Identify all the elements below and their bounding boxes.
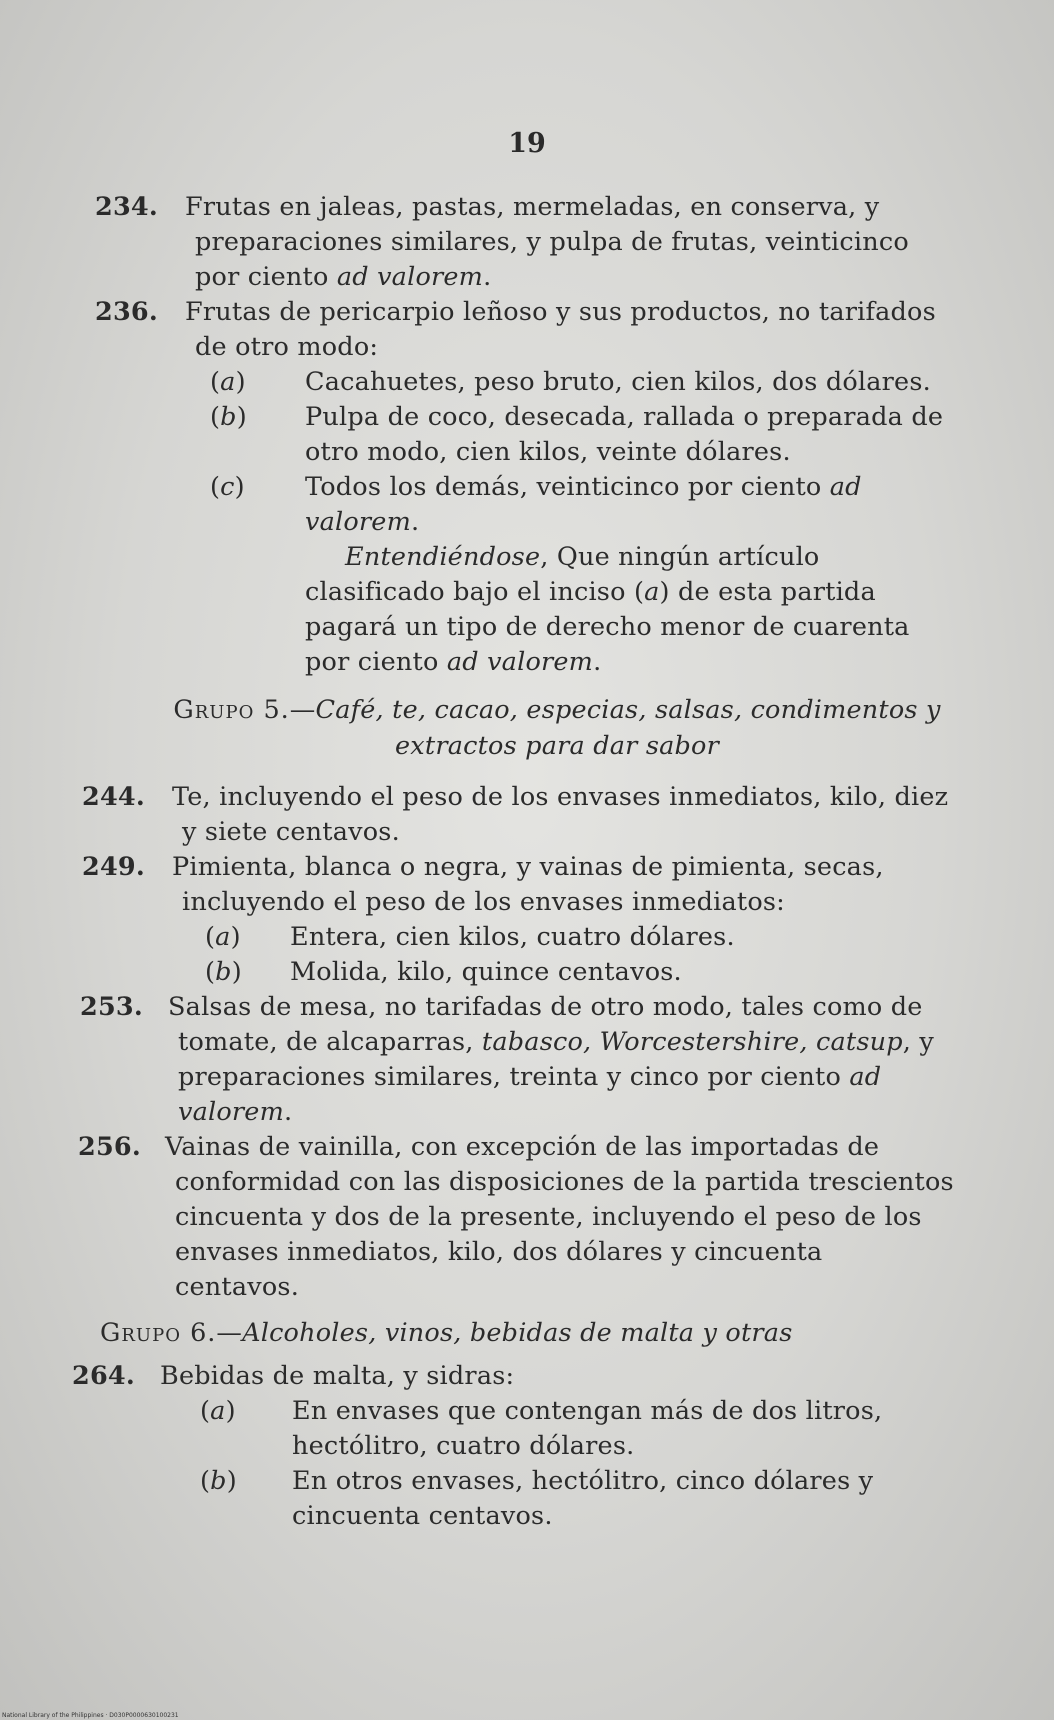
- item-253: [0, 990, 1054, 1130]
- item-number: 249.: [82, 852, 145, 882]
- sub-letter: a: [215, 922, 231, 952]
- item-text-body-2: , y preparaciones similares, treinta y cinco por ciento: [178, 1027, 934, 1092]
- sub-letter: a: [210, 1396, 226, 1426]
- punct: .: [410, 507, 420, 537]
- proviso-236: [0, 540, 1054, 680]
- punct: .: [593, 647, 602, 677]
- sub-text: En envases que contengan más de dos litros, hectólitro, cuatro dólares.: [292, 1396, 883, 1461]
- item-256: [0, 1130, 1054, 1305]
- italic-term: ad valorem: [336, 262, 484, 292]
- sub-letter: b: [210, 1466, 227, 1496]
- item-234: [0, 190, 1054, 295]
- italic-term: ad valorem: [305, 472, 862, 537]
- item-text: [185, 190, 954, 295]
- sub-text: En otros envases, hectólitro, cinco dólares y cincuenta centavos.: [292, 1466, 874, 1531]
- proviso-letter: a: [644, 577, 660, 607]
- sub-letter: a: [220, 367, 236, 397]
- italic-term: ad valorem: [178, 1062, 882, 1127]
- sub-letter: c: [220, 472, 235, 502]
- scan-footer: National Library of the Philippines · D030P0000630100231: [2, 1712, 179, 1719]
- sub-label: (b): [205, 957, 242, 987]
- item-text: Pimienta, blanca o negra, y vainas de pimienta, secas, incluyendo el peso de los envases inmediatos:: [172, 852, 884, 917]
- group-6-heading: [0, 1305, 1054, 1359]
- punct: .: [483, 262, 492, 292]
- sub-label: (b): [200, 1466, 237, 1496]
- sub-label: (a): [205, 922, 241, 952]
- sub-label: (a): [200, 1396, 236, 1426]
- sub-label: (b): [210, 402, 247, 432]
- group-5-heading: [0, 680, 1054, 780]
- group-label: Grupo 5.: [173, 695, 290, 725]
- group-label: Grupo 6.: [100, 1318, 217, 1348]
- item-text: Frutas de pericarpio leñoso y sus productos, no tarifados de otro modo:: [185, 297, 936, 362]
- sub-text: Entera, cien kilos, cuatro dólares.: [290, 922, 735, 952]
- sub-text: Molida, kilo, quince centavos.: [290, 957, 682, 987]
- item-number: 256.: [78, 1132, 141, 1162]
- subitem-236-c: [0, 470, 1054, 540]
- subitem-249-b: [0, 955, 1054, 990]
- group-title: Alcoholes, vinos, bebidas de malta y otras: [242, 1318, 793, 1348]
- item-236: [0, 295, 1054, 365]
- subitem-236-a: [0, 365, 1054, 400]
- subitem-264-a: [0, 1394, 1054, 1464]
- item-number: 234.: [95, 192, 158, 222]
- sub-text: Cacahuetes, peso bruto, cien kilos, dos dólares.: [305, 367, 931, 397]
- item-244: [0, 780, 1054, 850]
- item-number: 253.: [80, 992, 143, 1022]
- punct: .: [283, 1097, 293, 1127]
- group-title: Café, te, cacao, especias, salsas, condimentos y extractos para dar sabor: [315, 695, 941, 761]
- proviso-text-2: ) de esta partida pagará un tipo de derecho menor de cuarenta por ciento: [305, 577, 910, 677]
- group-dash: —: [289, 695, 316, 725]
- sub-label: (c): [210, 472, 245, 502]
- item-text: [168, 990, 954, 1130]
- item-264: [0, 1359, 1054, 1394]
- italic-term: tabasco, Worcestershire, catsup: [481, 1027, 903, 1057]
- item-text: Bebidas de malta, y sidras:: [160, 1361, 515, 1391]
- item-text-body: Salsas de mesa, no tarifadas de otro modo, tales como de tomate, de alcaparras,: [168, 992, 923, 1057]
- item-number: 244.: [82, 782, 145, 812]
- sub-label: (a): [210, 367, 246, 397]
- item-text: Te, incluyendo el peso de los envases inmediatos, kilo, diez y siete centavos.: [172, 782, 949, 847]
- sub-text: Todos los demás, veinticinco por ciento: [305, 472, 822, 502]
- item-249: [0, 850, 1054, 920]
- document-body: [0, 190, 1054, 1534]
- subitem-249-a: [0, 920, 1054, 955]
- item-number: 264.: [72, 1361, 135, 1391]
- subitem-264-b: [0, 1464, 1054, 1534]
- item-text-body: Frutas en jaleas, pastas, mermeladas, en conserva, y preparaciones similares, y pulpa de frutas, veinticinco por ciento: [185, 192, 909, 292]
- item-number: 236.: [95, 297, 158, 327]
- proviso-text: , Que ningún artículo clasificado bajo el inciso (: [305, 542, 820, 607]
- subitem-236-b: [0, 400, 1054, 470]
- sub-text: Pulpa de coco, desecada, rallada o preparada de otro modo, cien kilos, veinte dólares.: [305, 402, 944, 467]
- page-number: 19: [508, 128, 546, 159]
- sub-letter: b: [215, 957, 232, 987]
- italic-term: ad valorem: [446, 647, 594, 677]
- proviso-lead: Entendiéndose: [345, 542, 541, 572]
- group-dash: —: [216, 1318, 243, 1348]
- sub-letter: b: [220, 402, 237, 432]
- item-text: Vainas de vainilla, con excepción de las importadas de conformidad con las disposiciones de la partida trescientos cincuenta y dos de la presente, incluyendo el peso de los envases inmediatos, kilo, dos dólares y cincuenta centavos.: [165, 1132, 954, 1302]
